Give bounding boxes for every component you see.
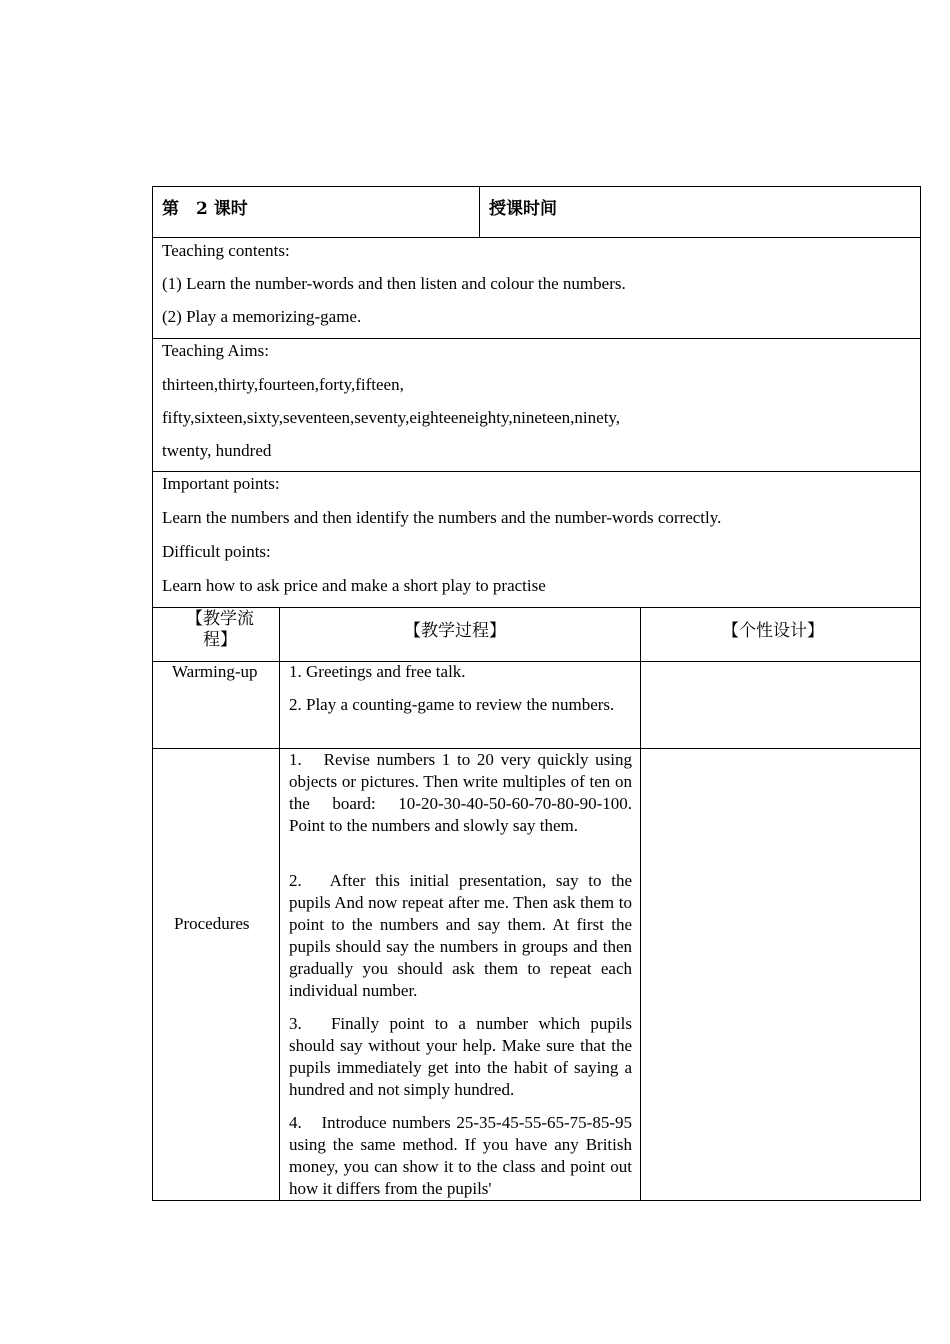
warmup-stage-label: Warming-up — [172, 662, 258, 681]
difficult-points-text: Learn how to ask price and make a short play to practise — [162, 576, 546, 595]
important-points-title: Important points: — [162, 474, 280, 493]
column-header-flow: 【教学流程】 — [186, 609, 254, 650]
teaching-aims-title: Teaching Aims: — [162, 341, 269, 360]
teaching-contents-title: Teaching contents: — [162, 241, 290, 260]
teaching-content-item: (1) Learn the number-words and then listen and colour the numbers. — [162, 274, 626, 293]
procedure-step: 2. After this initial presentation, say to the pupils And now repeat after me. Then ask them to point to the numbers and say them. At first the pupils should say the numbers in groups and then gradually you should ask them to repeat each individual number. — [289, 871, 632, 1000]
teaching-time-label: 授课时间 — [489, 199, 557, 219]
difficult-points-title: Difficult points: — [162, 542, 271, 561]
column-header-process: 【教学过程】 — [404, 621, 506, 641]
procedures-stage-label: Procedures — [174, 914, 250, 933]
warmup-step: 1. Greetings and free talk. — [289, 662, 466, 681]
header-divider — [479, 186, 480, 238]
procedure-step: 3. Finally point to a number which pupils should say without your help. Make sure that the pupils immediately get into the habit of saying a hundred and not simply hundred. — [289, 1014, 632, 1099]
teaching-content-item: (2) Play a memorizing-game. — [162, 307, 362, 326]
teaching-aims-line: thirteen,thirty,fourteen,forty,fifteen, — [162, 375, 404, 394]
teaching-aims-line: fifty,sixteen,sixty,seventeen,seventy,eighteeneighty,nineteen,ninety, — [162, 408, 621, 427]
procedure-step: 4. Introduce numbers 25-35-45-55-65-75-85-95 using the same method. If you have any British money, you can show it to the class and point out how it differs from the pupils' — [289, 1113, 632, 1198]
lesson-number-label: 第 2 课时 — [162, 199, 248, 219]
procedure-step: 1. Revise numbers 1 to 20 very quickly using objects or pictures. Then write multiples of ten on the board: 10-20-30-40-50-60-70-80-90-100. Point to the numbers and slowly say them. — [289, 750, 632, 835]
teaching-aims-line: twenty, hundred — [162, 441, 272, 460]
important-points-text: Learn the numbers and then identify the numbers and the number-words correctly. — [162, 508, 722, 527]
column-header-design: 【个性设计】 — [722, 621, 824, 641]
warmup-step: 2. Play a counting-game to review the numbers. — [289, 695, 615, 714]
